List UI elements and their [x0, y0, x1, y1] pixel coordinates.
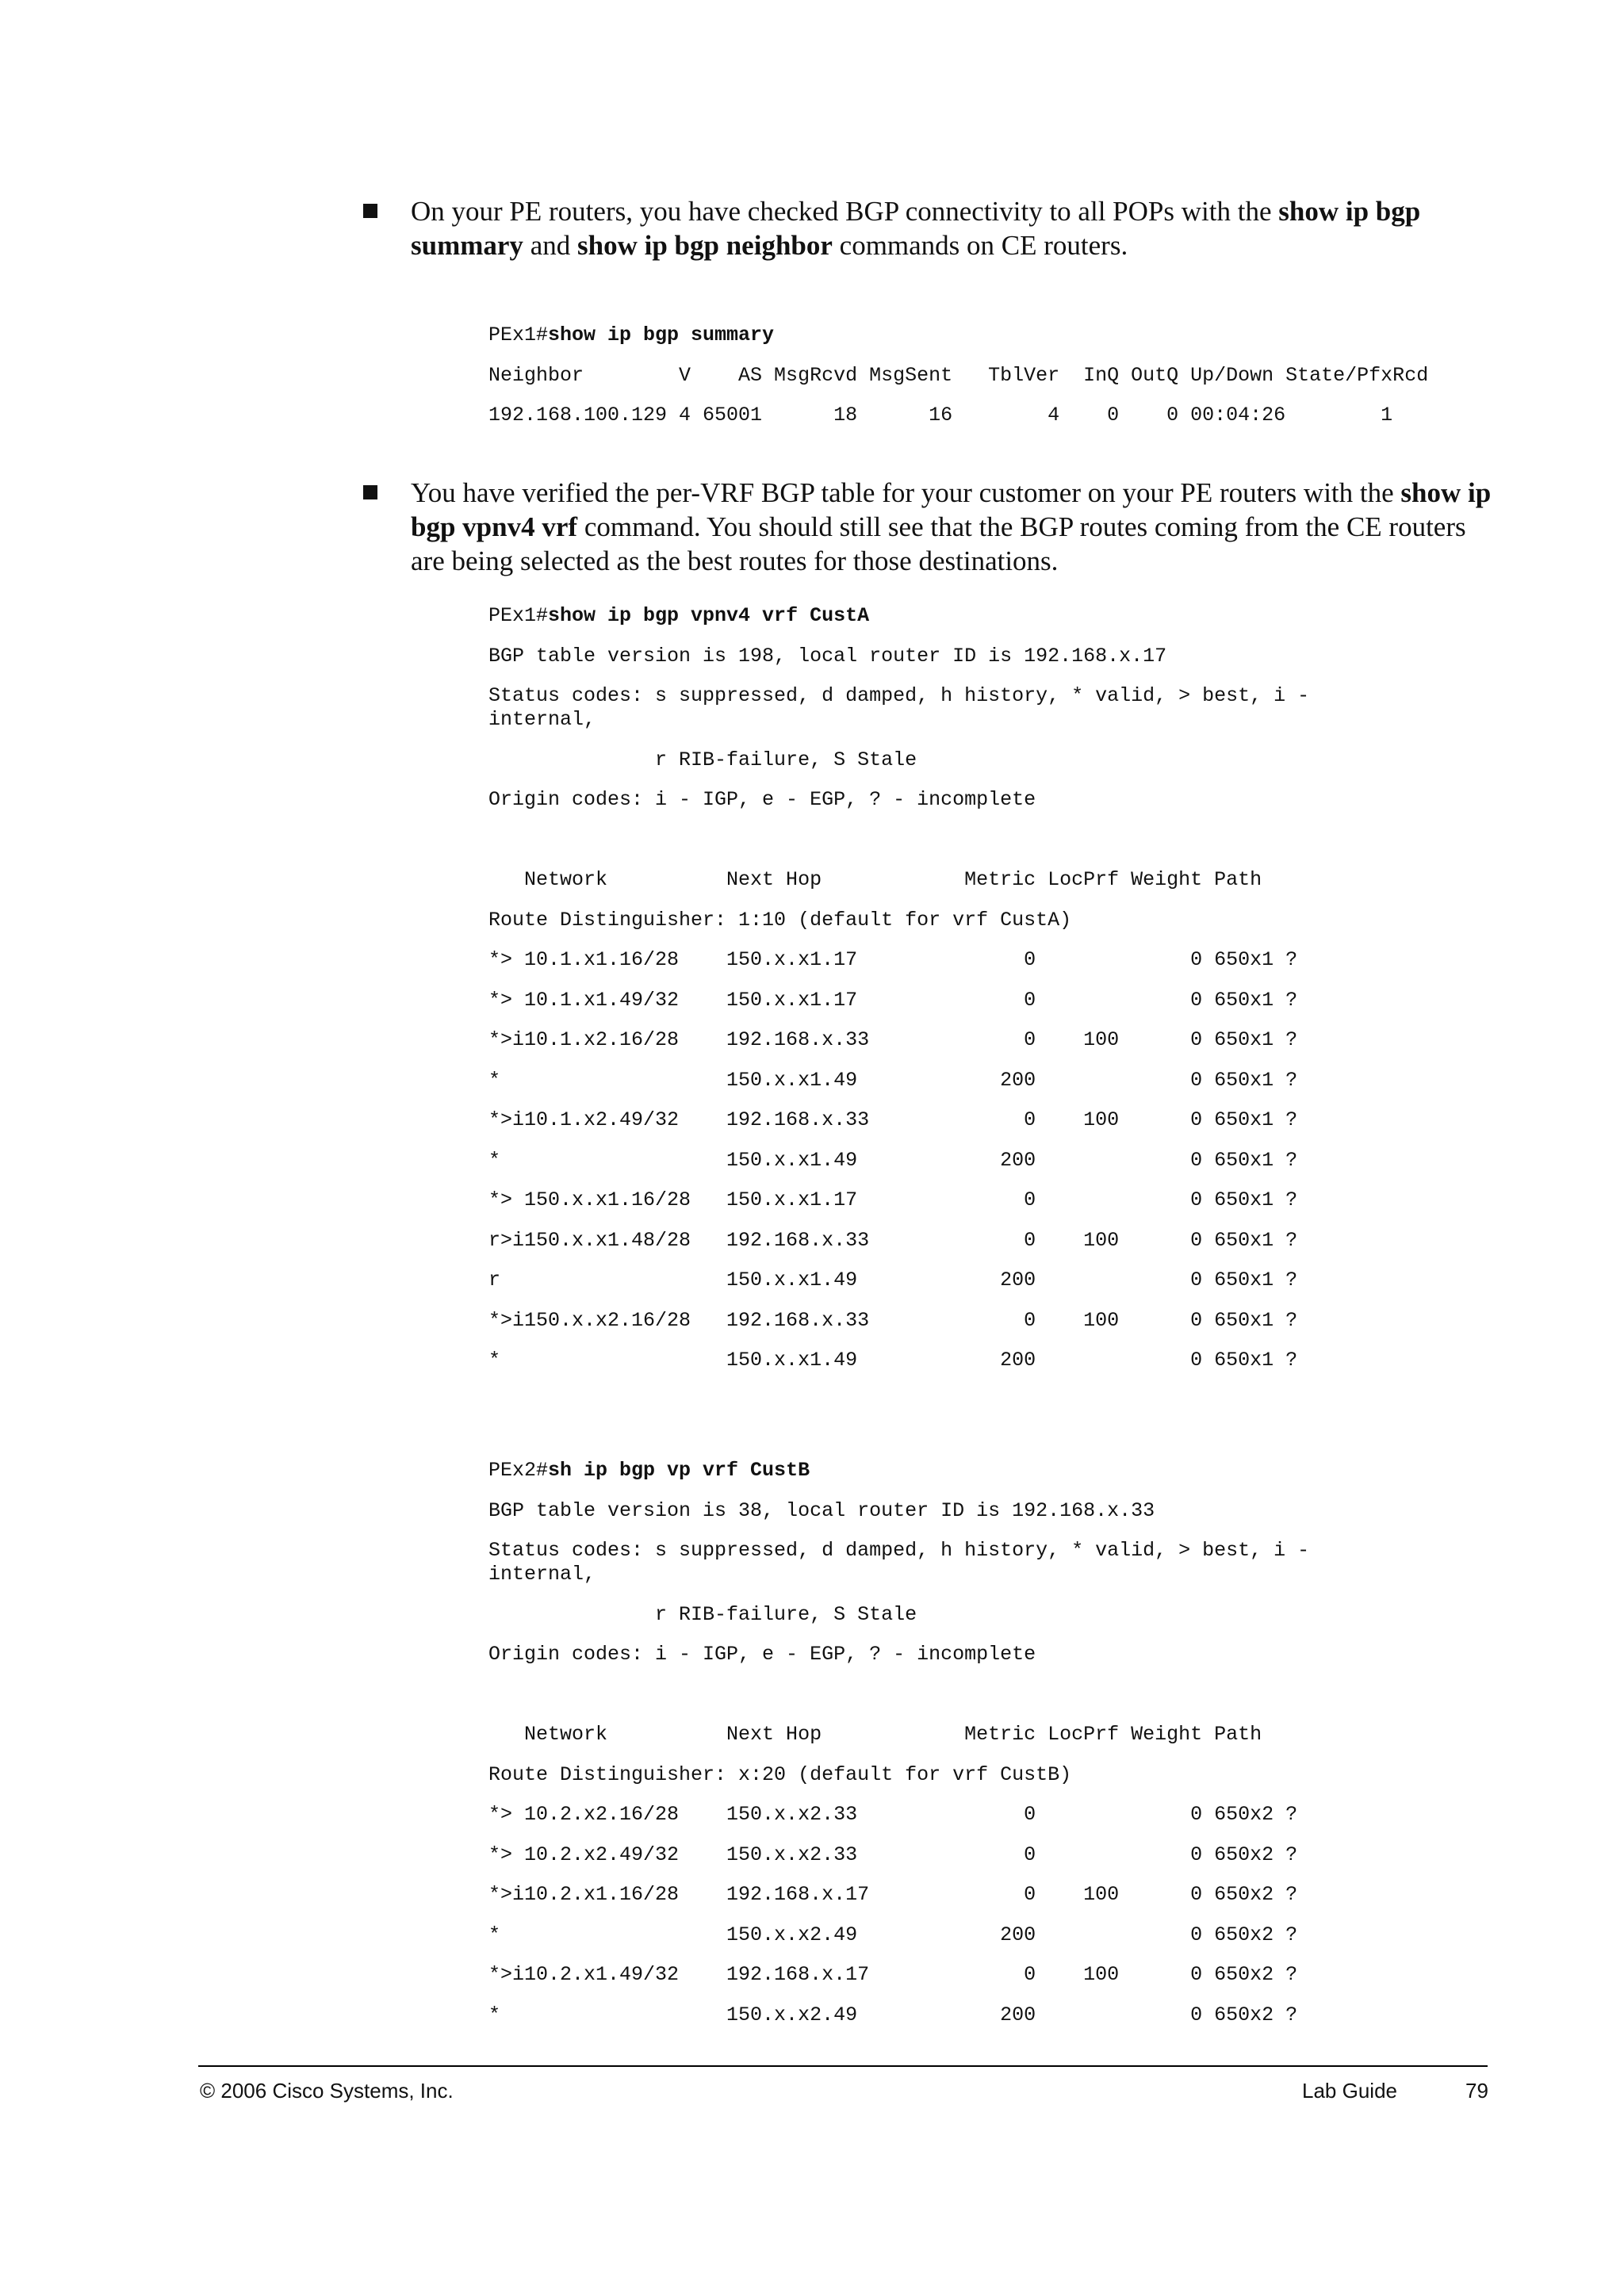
text-run: and [523, 230, 577, 261]
output-line: *> 10.1.x1.16/28 150.x.x1.17 0 0 650x1 ? [488, 948, 1298, 971]
bullet-1-text [411, 194, 1505, 262]
output-line: Route Distinguisher: 1:10 (default for vrf CustA) [488, 908, 1072, 932]
output-line: Network Next Hop Metric LocPrf Weight Path [488, 868, 1262, 891]
output-line: * 150.x.x2.49 200 0 650x2 ? [488, 1923, 1298, 1946]
prompt: PEx1# [488, 323, 549, 346]
output-line: *>i150.x.x2.16/28 192.168.x.33 0 100 0 650x1 ? [488, 1308, 1298, 1332]
output-line: Status codes: s suppressed, d damped, h history, * valid, > best, i - internal, [488, 1539, 1310, 1586]
square-bullet-icon [363, 485, 377, 499]
command-name: show ip bgp summary [411, 196, 1421, 261]
output-line: r RIB-failure, S Stale [488, 748, 917, 771]
output-line: r>i150.x.x1.48/28 192.168.x.33 0 100 0 650x1 ? [488, 1228, 1298, 1252]
output-line: Route Distinguisher: x:20 (default for vrf CustB) [488, 1762, 1072, 1786]
text-run: command. You should still see that the BGP routes coming from the CE routers are being selected as the best routes for those destinations. [411, 511, 1466, 576]
command-text: sh ip bgp vp vrf CustB [548, 1459, 810, 1482]
prompt: PEx1# [488, 604, 549, 627]
output-line: r RIB-failure, S Stale [488, 1602, 917, 1626]
command-line [488, 604, 869, 628]
output-line: *>i10.1.x2.49/32 192.168.x.33 0 100 0 650x1 ? [488, 1108, 1298, 1131]
footer-page-number: 79 [1465, 2079, 1488, 2103]
output-line: *> 10.2.x2.16/28 150.x.x2.33 0 0 650x2 ? [488, 1803, 1298, 1826]
output-line: *> 150.x.x1.16/28 150.x.x1.17 0 0 650x1 ? [488, 1188, 1298, 1211]
output-line: Origin codes: i - IGP, e - EGP, ? - incomplete [488, 788, 1036, 811]
text-run: You have verified the per-VRF BGP table for your customer on your PE routers with the [411, 477, 1401, 508]
command-line [488, 323, 774, 347]
output-line: BGP table version is 198, local router ID is 192.168.x.17 [488, 644, 1167, 668]
output-line: r 150.x.x1.49 200 0 650x1 ? [488, 1269, 1298, 1292]
text-run: On your PE routers, you have checked BGP connectivity to all POPs with the [411, 196, 1279, 227]
output-line: Origin codes: i - IGP, e - EGP, ? - incomplete [488, 1643, 1036, 1666]
output-line: *>i10.1.x2.16/28 192.168.x.33 0 100 0 650x1 ? [488, 1028, 1298, 1051]
output-line: Neighbor V AS MsgRcvd MsgSent TblVer InQ OutQ Up/Down State/PfxRcd [488, 363, 1429, 387]
output-line: * 150.x.x1.49 200 0 650x1 ? [488, 1068, 1298, 1092]
prompt: PEx2# [488, 1459, 549, 1482]
output-line: 192.168.100.129 4 65001 18 16 4 0 0 00:04:26 1 [488, 404, 1393, 427]
command-text: show ip bgp vpnv4 vrf CustA [548, 604, 870, 627]
output-line: Network Next Hop Metric LocPrf Weight Path [488, 1723, 1262, 1746]
bullet-2-text [411, 476, 1505, 578]
command-line [488, 1459, 810, 1483]
output-line: * 150.x.x1.49 200 0 650x1 ? [488, 1349, 1298, 1372]
command-name: show ip bgp vpnv4 vrf [411, 477, 1492, 542]
output-line: *> 10.1.x1.49/32 150.x.x1.17 0 0 650x1 ? [488, 988, 1298, 1012]
footer-copyright: © 2006 Cisco Systems, Inc. [200, 2079, 454, 2103]
square-bullet-icon [363, 204, 377, 218]
text-run: commands on CE routers. [832, 230, 1128, 261]
output-line: * 150.x.x1.49 200 0 650x1 ? [488, 1148, 1298, 1172]
command-text: show ip bgp summary [548, 323, 775, 346]
output-line: BGP table version is 38, local router ID is 192.168.x.33 [488, 1498, 1155, 1522]
footer-rule [198, 2065, 1488, 2067]
command-name: show ip bgp neighbor [576, 230, 833, 261]
output-line: * 150.x.x2.49 200 0 650x2 ? [488, 2003, 1298, 2026]
footer-guide-label: Lab Guide [1302, 2079, 1397, 2103]
output-line: *>i10.2.x1.16/28 192.168.x.17 0 100 0 650x2 ? [488, 1883, 1298, 1906]
output-line: *>i10.2.x1.49/32 192.168.x.17 0 100 0 650x2 ? [488, 1963, 1298, 1986]
output-line: Status codes: s suppressed, d damped, h history, * valid, > best, i - internal, [488, 684, 1310, 731]
output-line: *> 10.2.x2.49/32 150.x.x2.33 0 0 650x2 ? [488, 1843, 1298, 1866]
